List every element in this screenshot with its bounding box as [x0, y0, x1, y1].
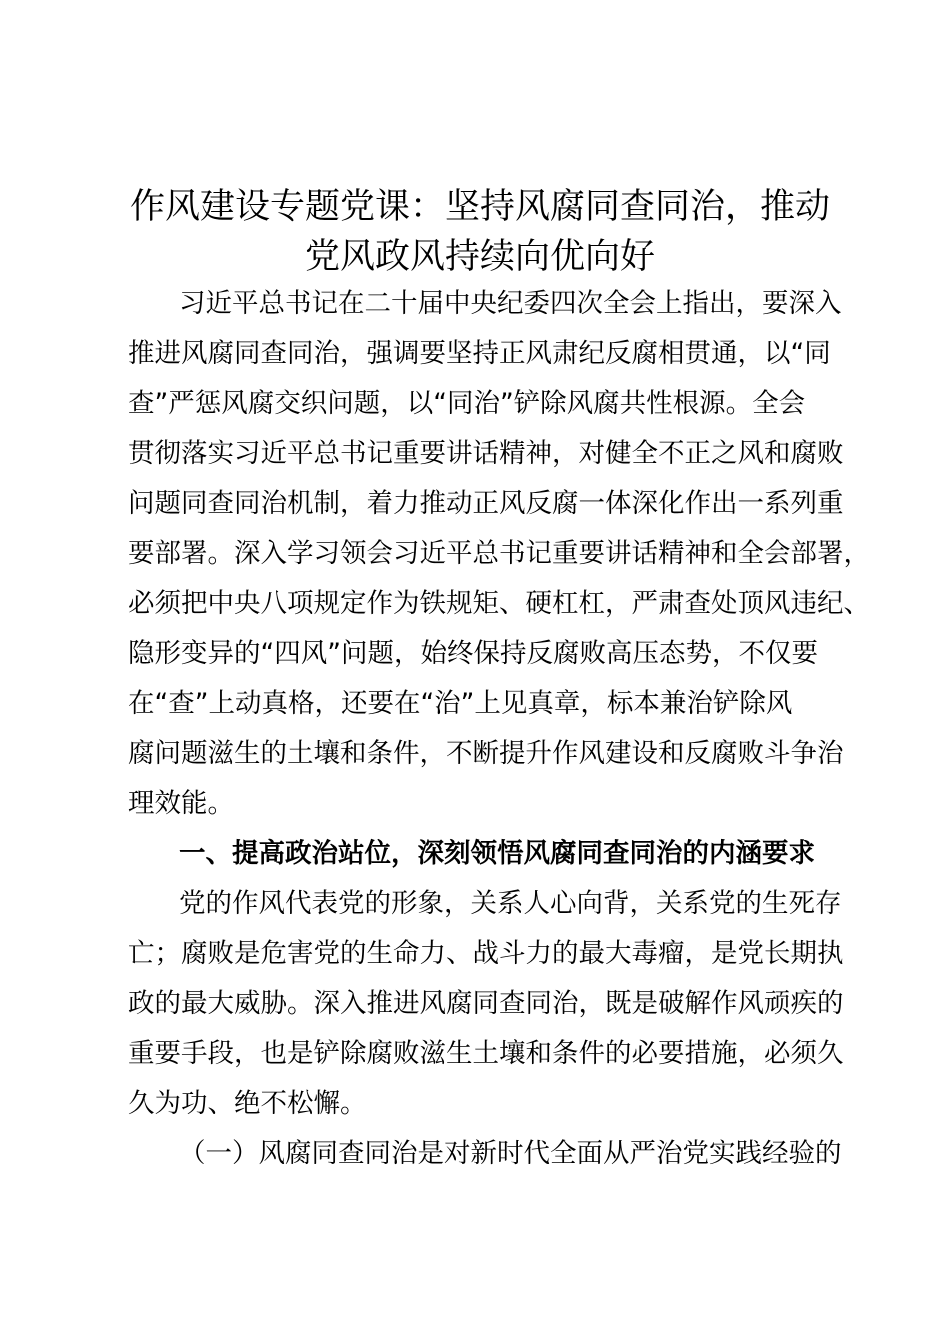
- subsection-heading-1: （一）风腐同查同治是对新时代全面从严治党实践经验的: [179, 1138, 842, 1169]
- paragraph-2-line-5: 久为功、绝不松懈。: [128, 1088, 367, 1119]
- paragraph-1-line-9: 在“查”上动真格，还要在“治”上见真章，标本兼治铲除风: [128, 688, 793, 719]
- paragraph-1-line-3: 查”严惩风腐交织问题，以“同治”铲除风腐共性根源。全会: [128, 388, 806, 419]
- paragraph-2-line-2: 亡；腐败是危害党的生命力、战斗力的最大毒瘤，是党长期执: [128, 938, 844, 969]
- section-heading-1: 一、提高政治站位，深刻领悟风腐同查同治的内涵要求: [179, 838, 815, 869]
- paragraph-1-line-7: 必须把中央八项规定作为铁规矩、硬杠杠，严肃查处顶风违纪、: [128, 588, 870, 619]
- paragraph-2-line-1: 党的作风代表党的形象，关系人心向背，关系党的生死存: [179, 888, 842, 919]
- document-title-line-1: 作风建设专题党课：坚持风腐同查同治，推动: [129, 187, 830, 227]
- document-title-line-2: 党风政风持续向优向好: [304, 237, 655, 277]
- paragraph-1-line-1: 习近平总书记在二十届中央纪委四次全会上指出，要深入: [179, 288, 842, 319]
- paragraph-1-line-11: 理效能。: [128, 788, 234, 819]
- paragraph-1-line-6: 要部署。深入学习领会习近平总书记重要讲话精神和全会部署，: [128, 538, 870, 569]
- paragraph-1-line-8: 隐形变异的“四风”问题，始终保持反腐败高压态势，不仅要: [128, 638, 818, 669]
- paragraph-1-line-2: 推进风腐同查同治，强调要坚持正风肃纪反腐相贯通，以“同: [128, 338, 831, 369]
- paragraph-1-line-10: 腐问题滋生的土壤和条件，不断提升作风建设和反腐败斗争治: [128, 738, 844, 769]
- paragraph-2-line-4: 重要手段，也是铲除腐败滋生土壤和条件的必要措施，必须久: [128, 1038, 844, 1069]
- paragraph-1-line-4: 贯彻落实习近平总书记重要讲话精神，对健全不正之风和腐败: [128, 438, 844, 469]
- paragraph-2-line-3: 政的最大威胁。深入推进风腐同查同治，既是破解作风顽疾的: [128, 988, 844, 1019]
- paragraph-1-line-5: 问题同查同治机制，着力推动正风反腐一体深化作出一系列重: [128, 488, 844, 519]
